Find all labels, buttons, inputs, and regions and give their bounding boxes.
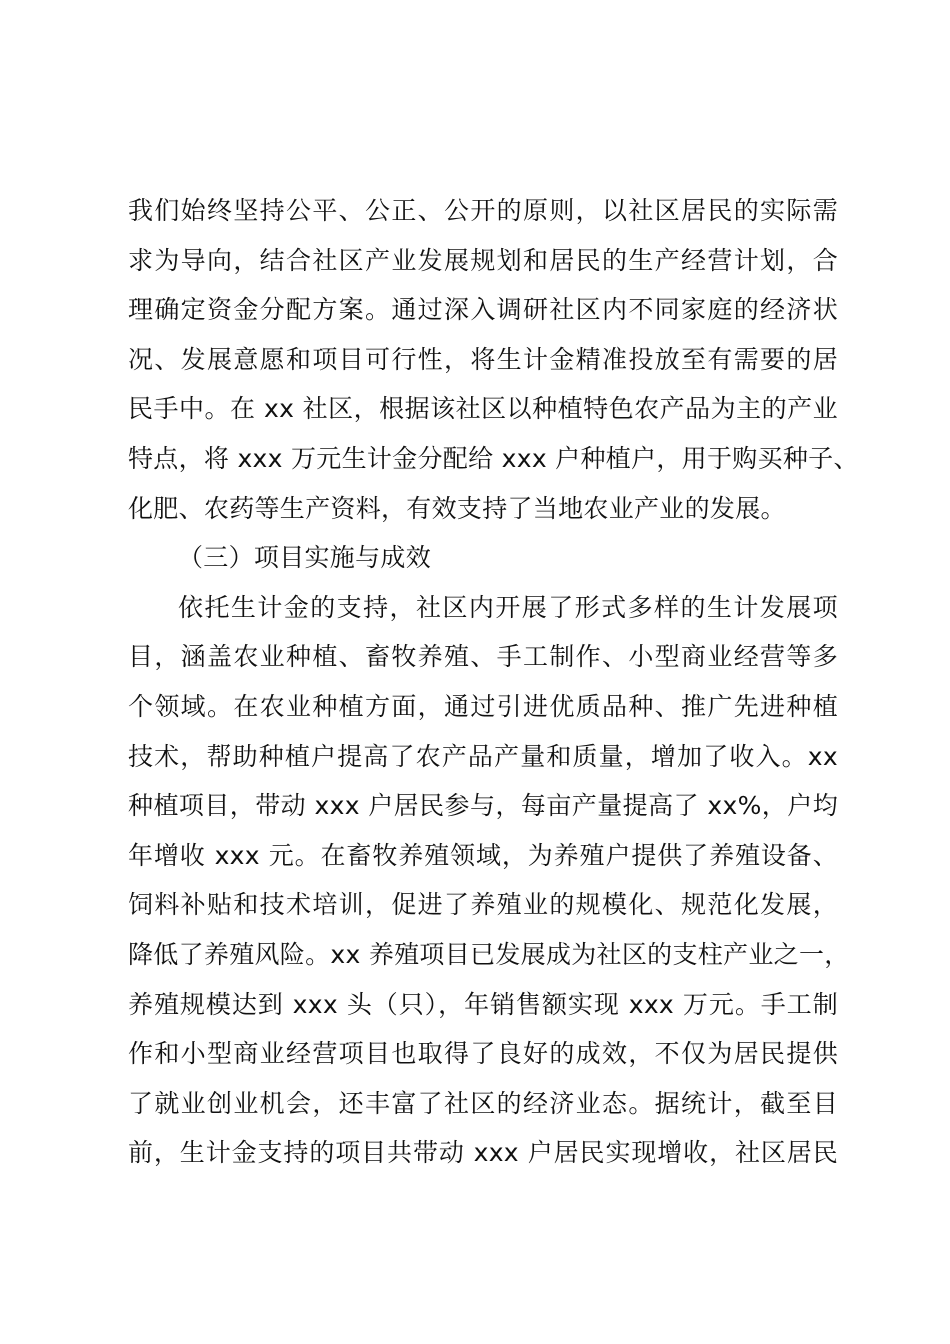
text-line: 年增收 xxx 元。在畜牧养殖领域，为养殖户提供了养殖设备、 bbox=[128, 840, 838, 870]
text-line: 化肥、农药等生产资料，有效支持了当地农业产业的发展。 bbox=[128, 493, 786, 523]
document-body bbox=[128, 186, 859, 1178]
paragraph-project-results bbox=[128, 583, 850, 1178]
text-line: 我们始终坚持公平、公正、公开的原则，以社区居民的实际需 bbox=[128, 196, 838, 225]
text-line: 理确定资金分配方案。通过深入调研社区内不同家庭的经济状 bbox=[128, 295, 838, 325]
text-line: 特点，将 xxx 万元生计金分配给 xxx 户种植户，用于购买种子、 bbox=[128, 443, 859, 473]
text-line: 个领域。在农业种植方面，通过引进优质品种、推广先进种植 bbox=[128, 691, 838, 721]
text-line: 饲料补贴和技术培训，促进了养殖业的规模化、规范化发展， bbox=[128, 890, 838, 920]
text-line: 技术，帮助种植户提高了农产品产量和质量，增加了收入。xx bbox=[128, 741, 838, 771]
text-line: 种植项目，带动 xxx 户居民参与，每亩产量提高了 xx%，户均 bbox=[128, 791, 838, 821]
text-line: 养殖规模达到 xxx 头（只），年销售额实现 xxx 万元。手工制 bbox=[128, 989, 838, 1019]
text-line: 求为导向，结合社区产业发展规划和居民的生产经营计划，合 bbox=[128, 245, 838, 275]
section-heading: （三）项目实施与成效 bbox=[178, 543, 432, 573]
text-line: 前，生计金支持的项目共带动 xxx 户居民实现增收，社区居民 bbox=[128, 1138, 838, 1168]
text-line: 民手中。在 xx 社区，根据该社区以种植特色农产品为主的产业 bbox=[128, 394, 838, 424]
paragraph-fund-allocation bbox=[128, 186, 859, 533]
text-line: 作和小型商业经营项目也取得了良好的成效，不仅为居民提供 bbox=[128, 1039, 838, 1069]
text-line: 依托生计金的支持，社区内开展了形式多样的生计发展项 bbox=[178, 592, 838, 622]
text-line: 况、发展意愿和项目可行性，将生计金精准投放至有需要的居 bbox=[128, 344, 838, 374]
text-line: 目，涵盖农业种植、畜牧养殖、手工制作、小型商业经营等多 bbox=[128, 642, 838, 672]
text-line: 降低了养殖风险。xx 养殖项目已发展成为社区的支柱产业之一， bbox=[128, 939, 850, 969]
text-line: 了就业创业机会，还丰富了社区的经济业态。据统计，截至目 bbox=[128, 1088, 838, 1118]
